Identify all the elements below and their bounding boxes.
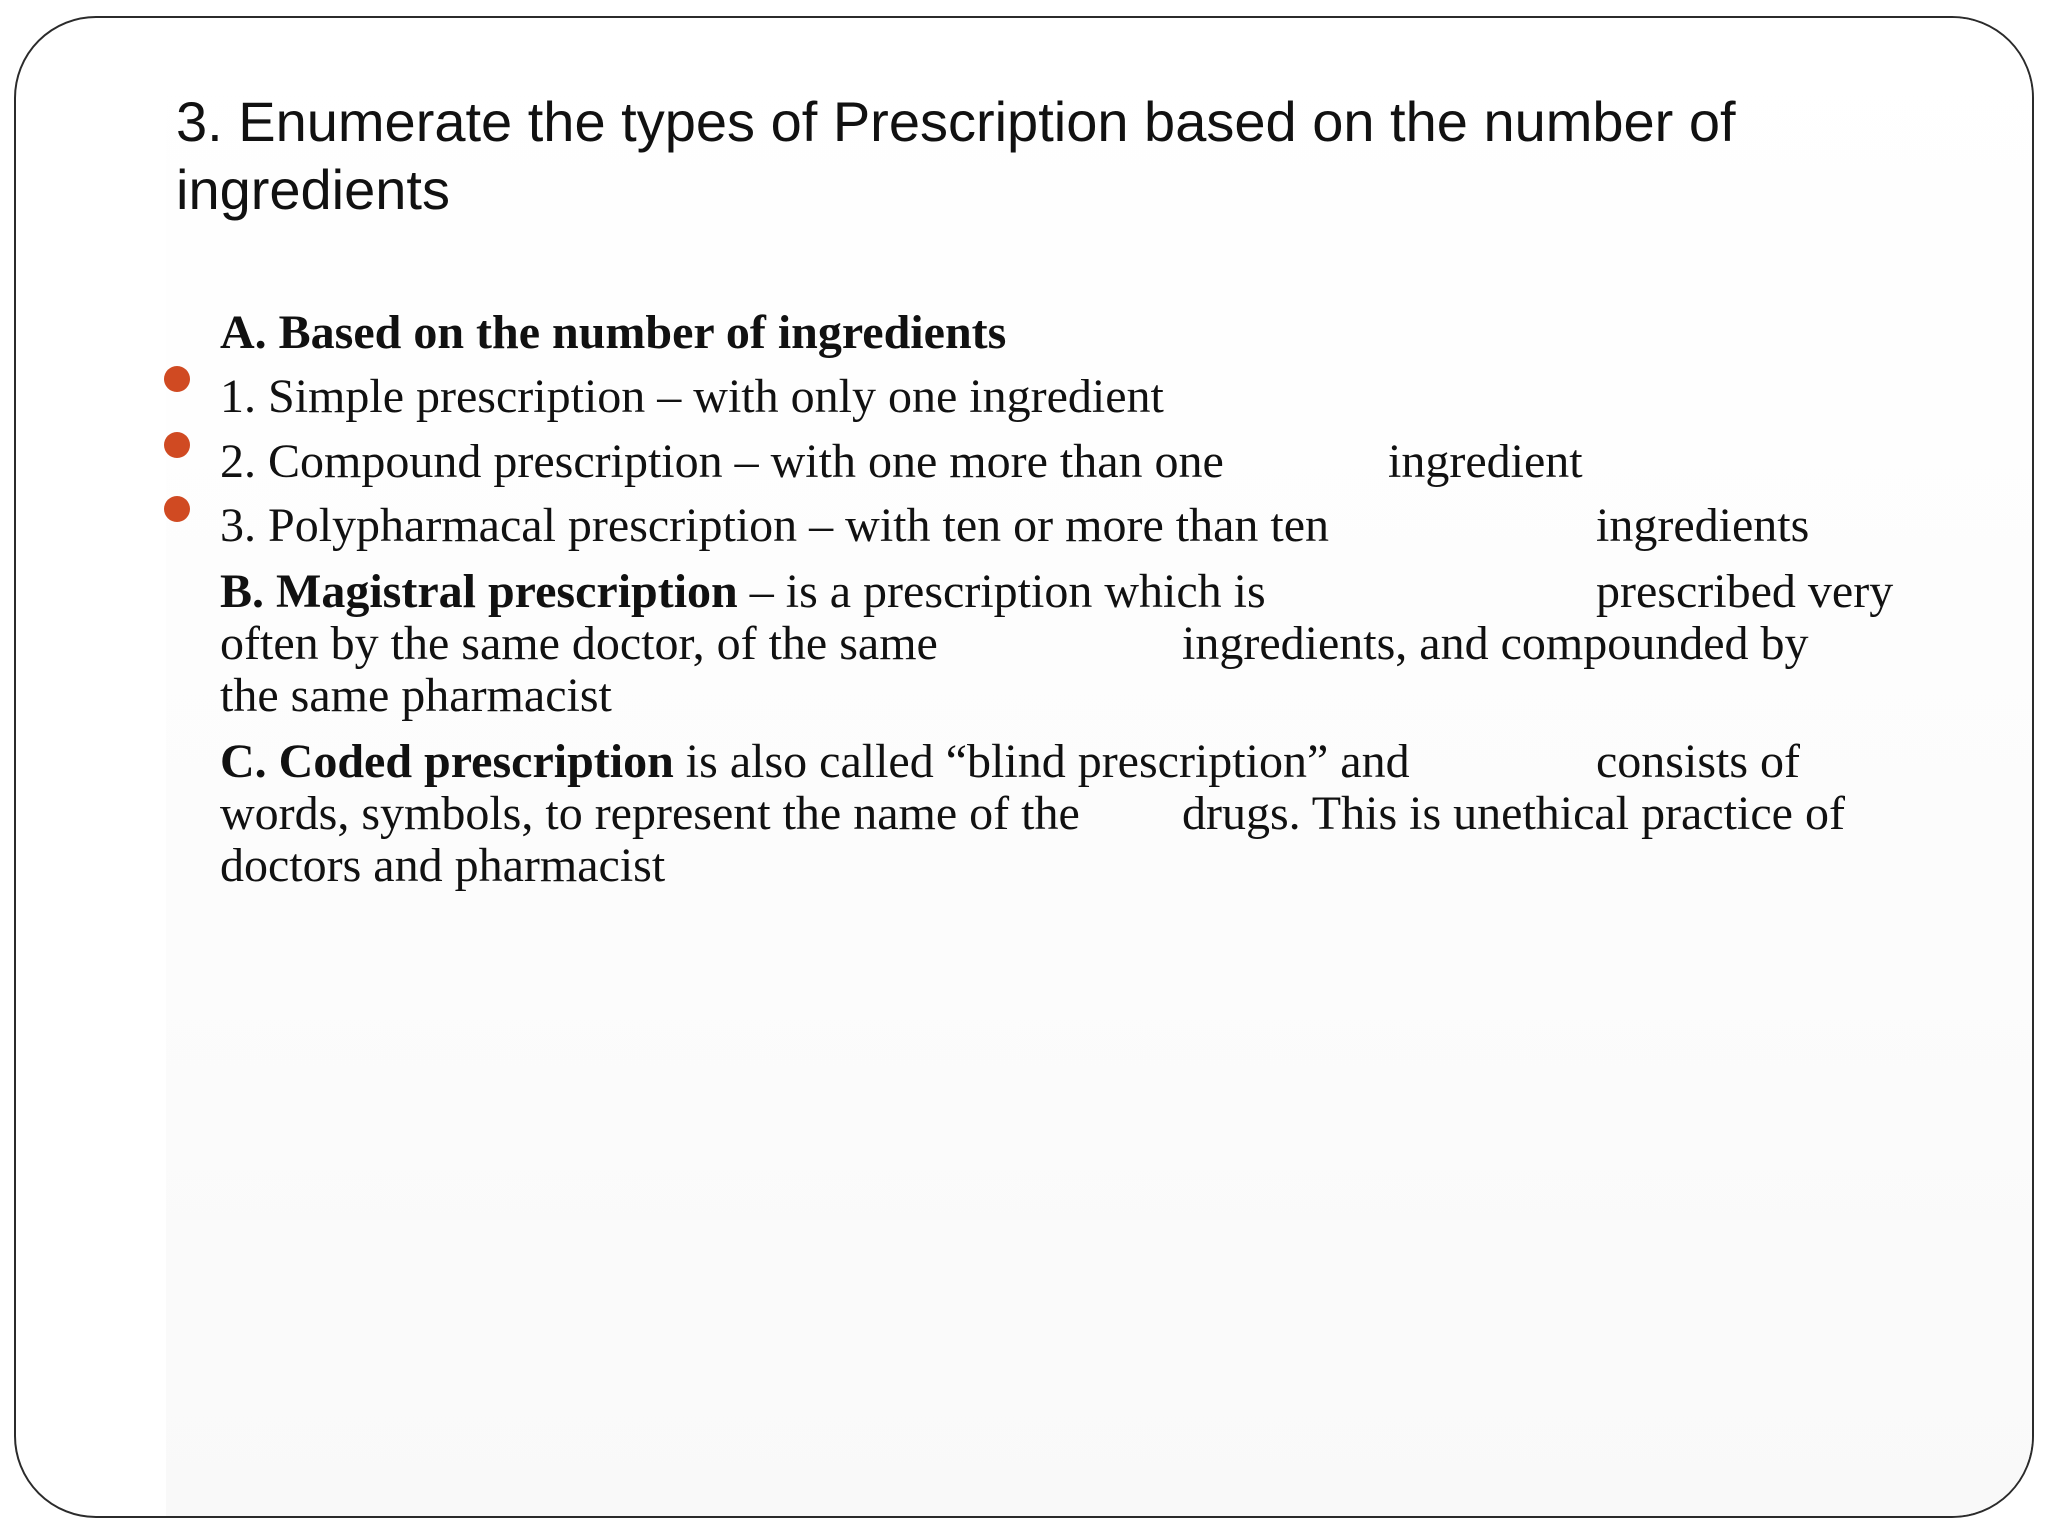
list-item-simple-prescription: 1. Simple prescription – with only one ingredient bbox=[220, 370, 1164, 423]
section-c-definition-start: is also called “blind prescription” and bbox=[673, 735, 1410, 788]
bullet-dot-2 bbox=[164, 432, 190, 458]
section-a-heading: A. Based on the number of ingredients bbox=[220, 306, 1007, 359]
slide-title-line-1: 3. Enumerate the types of Prescription based on the number of bbox=[176, 90, 1736, 153]
slide-title-line-2: ingredients bbox=[176, 158, 450, 221]
section-c-line-3: doctors and pharmacist bbox=[220, 839, 666, 892]
section-b-definition-start: – is a prescription which is bbox=[737, 565, 1266, 618]
section-b-line-2: often by the same doctor, of the same bbox=[220, 617, 938, 670]
bullet-dot-3 bbox=[164, 496, 190, 522]
slide-body bbox=[16, 18, 2032, 1516]
section-c-term: C. Coded prescription bbox=[220, 735, 674, 788]
section-b-term: B. Magistral prescription bbox=[220, 565, 738, 618]
section-c-line-1-tail: consists of bbox=[1596, 735, 1800, 788]
section-b-line-2-tail: ingredients, and compounded by bbox=[1182, 617, 1809, 670]
slide-frame bbox=[14, 16, 2034, 1518]
list-item-polypharmacal-prescription-tail: ingredients bbox=[1596, 499, 1810, 552]
section-c-line-2-tail: drugs. This is unethical practice of bbox=[1182, 787, 1845, 840]
section-b-line-1-tail: prescribed very bbox=[1596, 565, 1894, 618]
list-item-compound-prescription-tail: ingredient bbox=[1388, 435, 1583, 488]
bullet-dot-1 bbox=[164, 366, 190, 392]
section-b-line-3: the same pharmacist bbox=[220, 669, 612, 722]
list-item-polypharmacal-prescription: 3. Polypharmacal prescription – with ten or more than ten bbox=[220, 499, 1330, 552]
section-c-line-2: words, symbols, to represent the name of the bbox=[220, 787, 1080, 840]
list-item-compound-prescription: 2. Compound prescription – with one more than one bbox=[220, 435, 1224, 488]
